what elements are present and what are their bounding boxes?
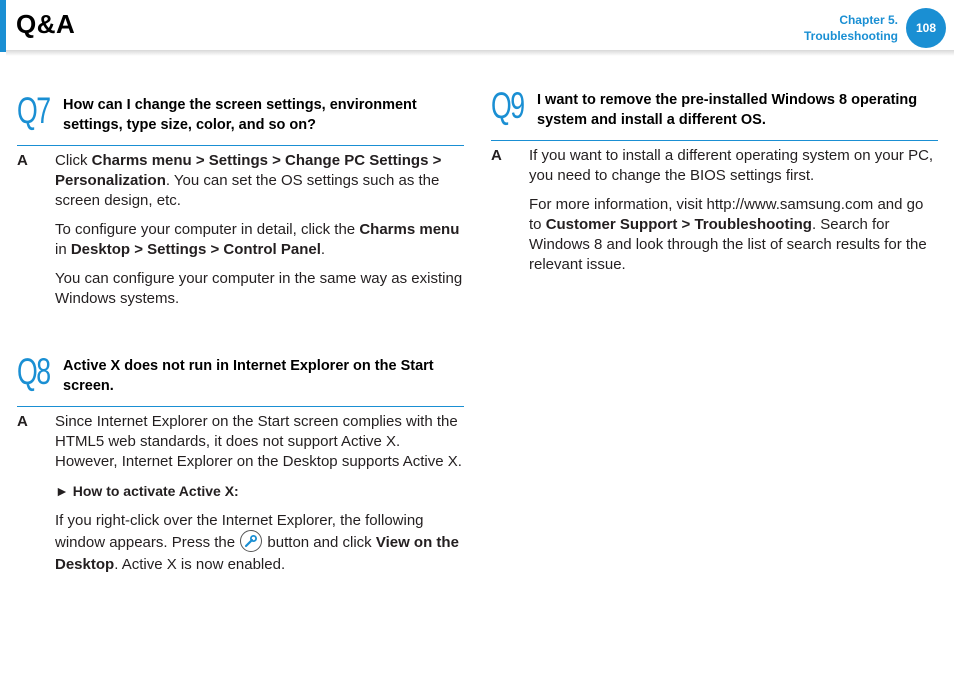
text-run: button and click — [263, 534, 376, 551]
answer-body — [55, 412, 464, 576]
chapter-number: Chapter 5. — [839, 13, 898, 27]
question-header — [17, 90, 464, 146]
answer-label: A — [491, 147, 502, 164]
menu-path: View on the Desktop — [55, 534, 459, 574]
question-number: Q8 — [17, 351, 50, 392]
wrench-icon — [240, 530, 262, 552]
question-header — [491, 85, 938, 141]
menu-path: Desktop > Settings > Control Panel — [70, 241, 321, 258]
page-header — [0, 0, 954, 52]
qa-q9 — [491, 85, 938, 284]
menu-path: Charms menu — [359, 221, 460, 238]
answer — [17, 151, 464, 309]
chapter-label — [804, 12, 898, 44]
answer-label: A — [17, 152, 28, 169]
chapter-section: Troubleshooting — [804, 29, 898, 43]
text-run: . Active X is now enabled. — [114, 556, 286, 574]
qa-q8 — [17, 351, 464, 585]
sub-heading: ► How to activate Active X: — [55, 483, 239, 499]
menu-path: Customer Support > Troubleshooting — [545, 216, 812, 233]
qa-q7 — [17, 90, 464, 318]
answer-paragraph: If you want to install a different operating system on your PC, you need to change the BIOS settings first. — [529, 147, 934, 184]
answer-body — [529, 146, 938, 275]
answer-paragraph: Since Internet Explorer on the Start screen complies with the HTML5 web standards, it does not support Active X. However, Internet Explorer on the Desktop supports Active X. — [55, 413, 462, 470]
page-title: Q&A — [16, 9, 76, 39]
question-number: Q7 — [17, 90, 50, 131]
text-run: If you right-click over the Internet Explorer, the following window appears. Press the — [55, 512, 424, 551]
header-divider — [6, 50, 954, 56]
answer-body — [55, 151, 464, 309]
text-run: . Search for Windows 8 and look through the list of search results for the relevant issue. — [529, 216, 927, 273]
answer-paragraph — [529, 195, 938, 275]
answer-paragraph — [55, 220, 464, 260]
answer-label: A — [17, 413, 28, 430]
text-run: . — [320, 241, 326, 258]
answer — [17, 412, 464, 576]
text-run: in — [55, 241, 71, 258]
question-text: Active X does not run in Internet Explorer on the Start screen. — [63, 358, 434, 394]
text-run: Click — [55, 152, 92, 169]
text-run: . You can set the OS settings such as the screen design, etc. — [55, 172, 440, 209]
question-header — [17, 351, 464, 407]
question-number: Q9 — [491, 85, 524, 126]
answer-paragraph — [55, 151, 464, 211]
question-text: How can I change the screen settings, environment settings, type size, color, and so on? — [63, 97, 417, 133]
text-run: For more information, visit http://www.samsung.com and go to — [529, 196, 924, 233]
answer — [491, 146, 938, 275]
question-text: I want to remove the pre-installed Windows 8 operating system and install a different OS. — [537, 92, 918, 128]
answer-paragraph — [55, 510, 464, 576]
text-run: To configure your computer in detail, click the — [55, 221, 360, 238]
page-number-badge: 108 — [906, 8, 946, 48]
answer-paragraph: You can configure your computer in the same way as existing Windows systems. — [55, 270, 463, 307]
header-accent-bar — [0, 0, 6, 52]
menu-path: Charms menu > Settings > Change PC Settings > Personalization — [55, 152, 442, 189]
